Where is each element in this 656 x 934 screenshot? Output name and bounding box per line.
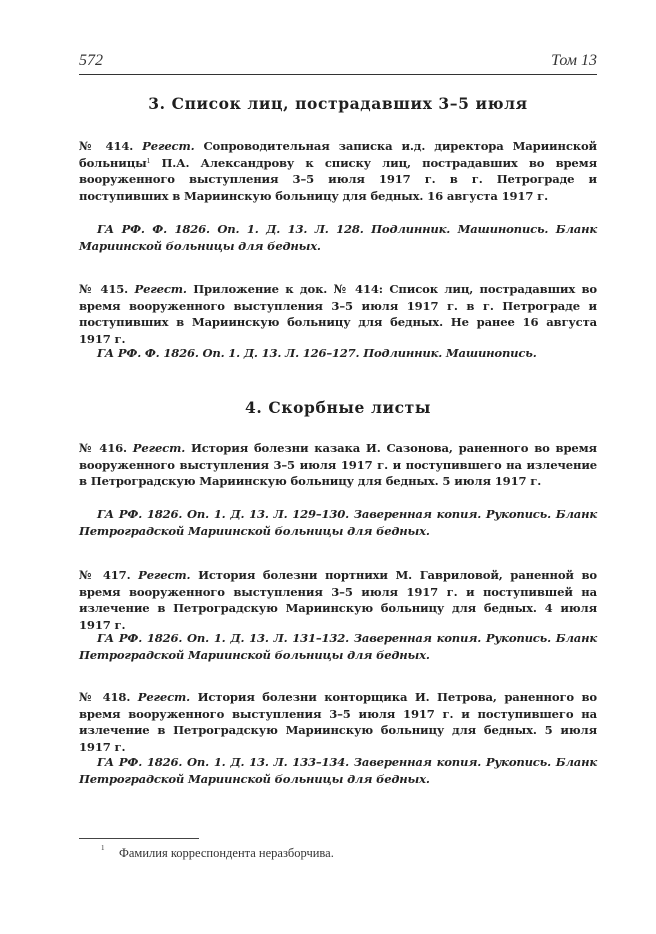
entry-number: № 418. bbox=[79, 690, 131, 704]
entry-text: Сопроводительная записка и.д. директора Мариинской больницы bbox=[79, 139, 597, 170]
regest-label: Регест. bbox=[137, 690, 191, 704]
entry-text: История болезни казака И. Сазонова, раненного во время вооруженного выступления 3–5 июля 1917 г. и поступившего на излечение в Петроградскую Мариинскую больницу для бедных. 5 июля 1917 г. bbox=[79, 441, 597, 488]
footnote-marker: 1 bbox=[101, 844, 105, 852]
entry-415 bbox=[79, 281, 597, 347]
archive-reference-416: ГА РФ. 1826. Оп. 1. Д. 13. Л. 129–130. Заверенная копия. Рукопись. Бланк Петроградской Мариинской больницы для бедных. bbox=[79, 507, 597, 538]
section-title-3: 3. Список лиц, пострадавших 3–5 июля bbox=[148, 94, 528, 113]
entry-text: История болезни конторщика И. Петрова, раненного во время вооруженного выступления 3–5 июля 1917 г. и поступившего на излечение в Петроградскую Мариинскую больницу для бедных. 5 июля 1917 г. bbox=[79, 690, 597, 754]
regest-label: Регест. bbox=[134, 282, 187, 296]
entry-text-continued: П.А. Александрову к списку лиц, пострадавших во время вооруженного выступления 3–5 июля 1917 г. в г. Петрограде и поступивших в Мариинскую больницу для бедных. 16 августа 1917 г. bbox=[79, 155, 597, 203]
entry-416 bbox=[79, 440, 597, 490]
entry-number: № 414. bbox=[79, 139, 134, 153]
archive-reference-415: ГА РФ. Ф. 1826. Оп. 1. Д. 13. Л. 126–127. Подлинник. Машинопись. bbox=[97, 346, 537, 360]
footnote-reference[interactable]: 1 bbox=[146, 157, 151, 165]
entry-number: № 417. bbox=[79, 568, 131, 582]
page-number: 572 bbox=[79, 52, 103, 69]
entry-414 bbox=[79, 138, 597, 204]
footnote-divider bbox=[79, 838, 199, 839]
entry-number: № 416. bbox=[79, 441, 127, 455]
archive-reference-417: ГА РФ. 1826. Оп. 1. Д. 13. Л. 131–132. Заверенная копия. Рукопись. Бланк Петроградской Мариинской больницы для бедных. bbox=[79, 631, 597, 662]
section-title-4: 4. Скорбные листы bbox=[245, 398, 431, 417]
archive-reference-414: ГА РФ. Ф. 1826. Оп. 1. Д. 13. Л. 128. Подлинник. Машинопись. Бланк Мариинской больницы для бедных. bbox=[79, 222, 597, 253]
volume-label: Том 13 bbox=[551, 52, 597, 69]
running-head bbox=[79, 52, 597, 75]
entry-417 bbox=[79, 567, 597, 633]
footnote-text: Фамилия корреспондента неразборчива. bbox=[119, 846, 334, 860]
entry-text: Приложение к док. № 414: Список лиц, пострадавших во время вооруженного выступления 3–5 июля 1917 г. в г. Петрограде и поступивших в Мариинскую больницу для бедных. Не ранее 16 августа 1917 г. bbox=[79, 282, 598, 346]
entry-418 bbox=[79, 689, 597, 755]
regest-label: Регест. bbox=[138, 568, 191, 582]
entry-text: История болезни портнихи М. Гавриловой, раненной во время вооруженного выступления 3–5 июля 1917 г. и поступившей на излечение в Петроградскую Мариинскую больницу для бедных. 4 июля 1917 г. bbox=[79, 568, 597, 632]
regest-label: Регест. bbox=[132, 441, 186, 455]
entry-number: № 415. bbox=[79, 282, 129, 296]
regest-label: Регест. bbox=[142, 139, 195, 153]
archive-reference-418: ГА РФ. 1826. Оп. 1. Д. 13. Л. 133–134. Заверенная копия. Рукопись. Бланк Петроградской Мариинской больницы для бедных. bbox=[79, 755, 597, 786]
